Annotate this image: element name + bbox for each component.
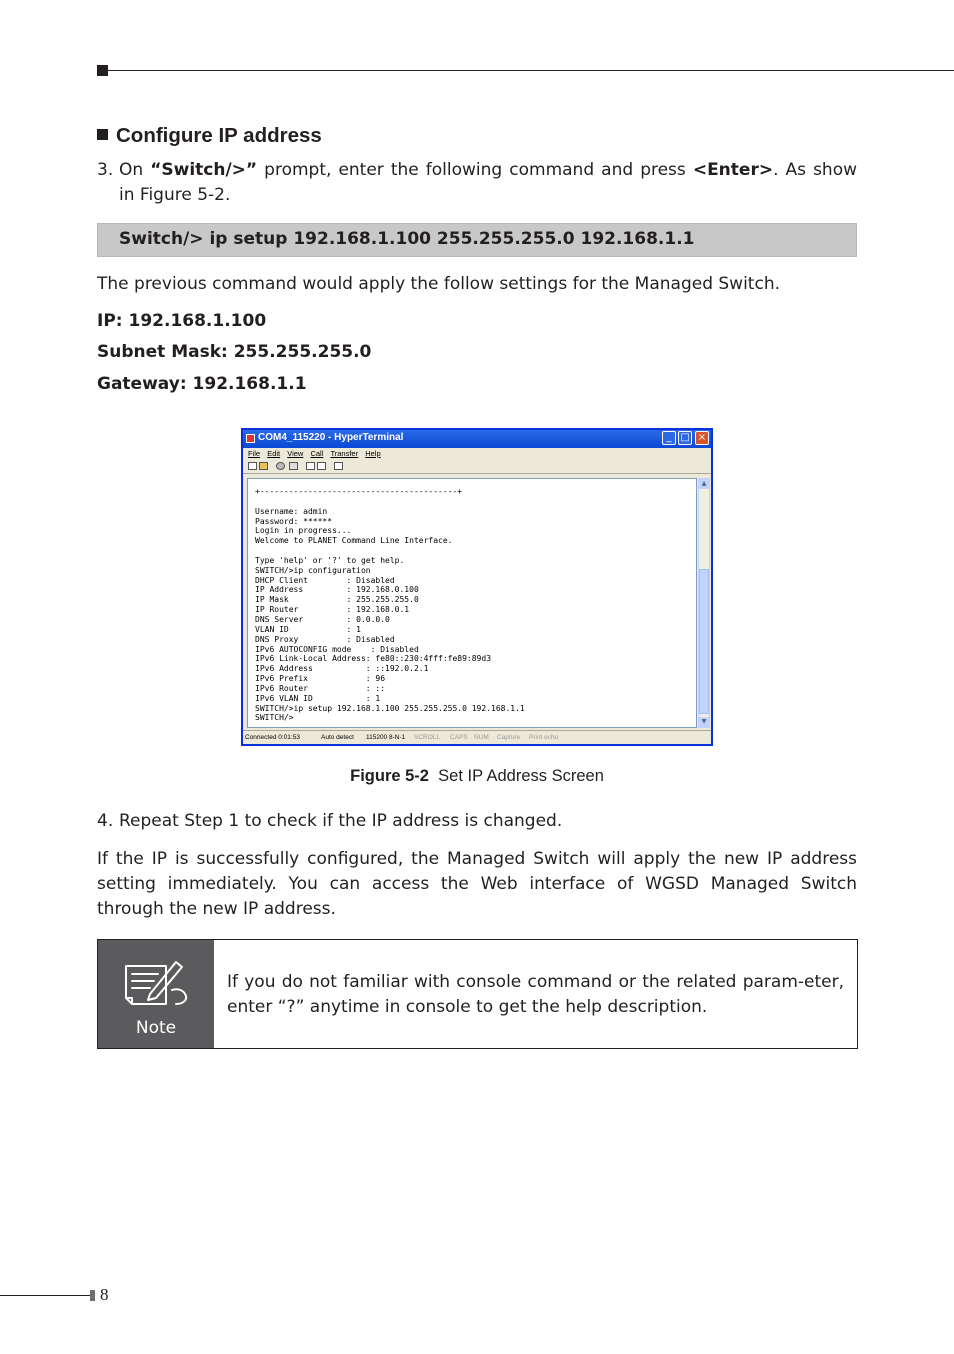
figure-caption-text: Set IP Address Screen (438, 767, 604, 785)
header-rule (108, 70, 954, 71)
scroll-down-icon[interactable]: ▼ (699, 717, 709, 727)
menu-help[interactable]: Help (365, 449, 381, 458)
section-heading (97, 124, 322, 148)
maximize-button[interactable]: □ (678, 431, 692, 445)
terminal-screen[interactable] (247, 478, 697, 728)
properties-icon[interactable] (334, 462, 343, 470)
status-bar (243, 730, 711, 744)
window-titlebar (243, 430, 711, 448)
hyperterminal-app-icon (246, 434, 255, 443)
subnet-setting: Subnet Mask: 255.255.255.0 (97, 342, 372, 362)
note-text: If you do not familiar with console command or the related param-eter, enter “?” anytime in console to get the help description. (227, 972, 844, 1017)
step-4-number: 4. (97, 811, 114, 831)
menu-call[interactable]: Call (310, 449, 324, 458)
step-3-text (119, 158, 857, 208)
footer-rule (0, 1295, 90, 1296)
step-3-paragraph (97, 158, 857, 208)
status-num: NUM (474, 734, 489, 741)
status-echo: Print echo (529, 734, 559, 741)
figure-label: Figure 5-2 (350, 767, 429, 785)
success-paragraph: If the IP is successfully configured, the Managed Switch will apply the new IP address setting immediately. You can access the Web interface of WGSD Managed Switch through the new IP address. (97, 849, 857, 919)
toolbar (243, 460, 711, 474)
square-bullet-icon (97, 129, 108, 140)
note-box (97, 939, 858, 1049)
status-scroll: SCROLL (414, 734, 441, 741)
figure-caption (0, 767, 954, 786)
window-title: COM4_115220 - HyperTerminal (258, 432, 404, 443)
receive-file-icon[interactable] (317, 462, 326, 470)
command-text: Switch/> ip setup 192.168.1.100 255.255.255.0 192.168.1.1 (119, 229, 695, 249)
enter-key-label: <Enter> (692, 160, 774, 180)
previous-command-text: The previous command would apply the follow settings for the Managed Switch. (97, 274, 780, 294)
menu-file[interactable]: File (248, 449, 261, 458)
menu-bar (243, 448, 711, 460)
step-4-text: Repeat Step 1 to check if the IP address is changed. (119, 811, 563, 831)
step-3-text-middle: prompt, enter the following command and press (257, 160, 693, 180)
page-number: 8 (100, 1285, 109, 1304)
header-square (97, 65, 108, 76)
status-connected: Connected 0:01:53 (245, 734, 300, 741)
ip-setting: IP: 192.168.1.100 (97, 311, 267, 331)
note-sidebar (98, 940, 214, 1048)
switch-prompt-label: “Switch/>” (150, 160, 258, 180)
send-file-icon[interactable] (306, 462, 315, 470)
step-3-text-before: On (119, 160, 151, 180)
menu-edit[interactable]: Edit (267, 449, 281, 458)
status-detect: Auto detect (321, 734, 354, 741)
connect-phone-icon[interactable] (276, 462, 285, 470)
note-label: Note (135, 1018, 177, 1038)
command-box (97, 223, 857, 257)
scroll-up-icon[interactable]: ▲ (699, 479, 709, 489)
section-title-text: Configure IP address (116, 124, 322, 147)
status-baud: 115200 8-N-1 (366, 734, 406, 741)
scrollbar-thumb[interactable] (699, 569, 709, 714)
new-connection-icon[interactable] (248, 462, 257, 470)
status-caps: CAPS (450, 734, 468, 741)
status-capture: Capture (497, 734, 521, 741)
vertical-scrollbar[interactable] (698, 478, 710, 728)
disconnect-phone-icon[interactable] (289, 462, 298, 470)
step-3-text-after: . As show in Figure 5-2. (119, 160, 858, 205)
terminal-output: +-----------------------------------------+ Username: admin Password: ****** Login in progress... Welcome to PLANET Command Line Interface. Type 'help' or '?' to get help. SWITCH/>ip configuration DHCP Client : Disabled IP Address : 192.168.0.100 IP Mask : 255.255.255.0 IP Router : 192.168.0.1 DNS Server : 0.0.0.0 VLAN ID : 1 DNS Proxy : Disabled IPv6 AUTOCONFIG mode : Disabled IPv6 Link-Local Address: fe80::230:4fff:fe89:89d3 IPv6 Address : ::192.0.2.1 IPv6 Prefix : 96 IPv6 Router : :: IPv6 VLAN ID : 1 SWITCH/>ip setup 192.168.1.100 255.255.255.0 192.168.1.1 SWITCH/> (255, 487, 525, 723)
hyperterminal-window (241, 428, 713, 746)
step-4-paragraph (97, 809, 562, 834)
step-3-number: 3. (97, 160, 114, 180)
footer-marker (90, 1290, 95, 1301)
minimize-button[interactable]: _ (662, 431, 676, 445)
menu-transfer[interactable]: Transfer (330, 449, 359, 458)
open-folder-icon[interactable] (259, 462, 268, 470)
menu-view[interactable]: View (287, 449, 304, 458)
close-button[interactable]: × (695, 431, 709, 445)
note-pen-icon (120, 954, 192, 1014)
terminal-area (243, 474, 711, 732)
gateway-setting: Gateway: 192.168.1.1 (97, 374, 307, 394)
